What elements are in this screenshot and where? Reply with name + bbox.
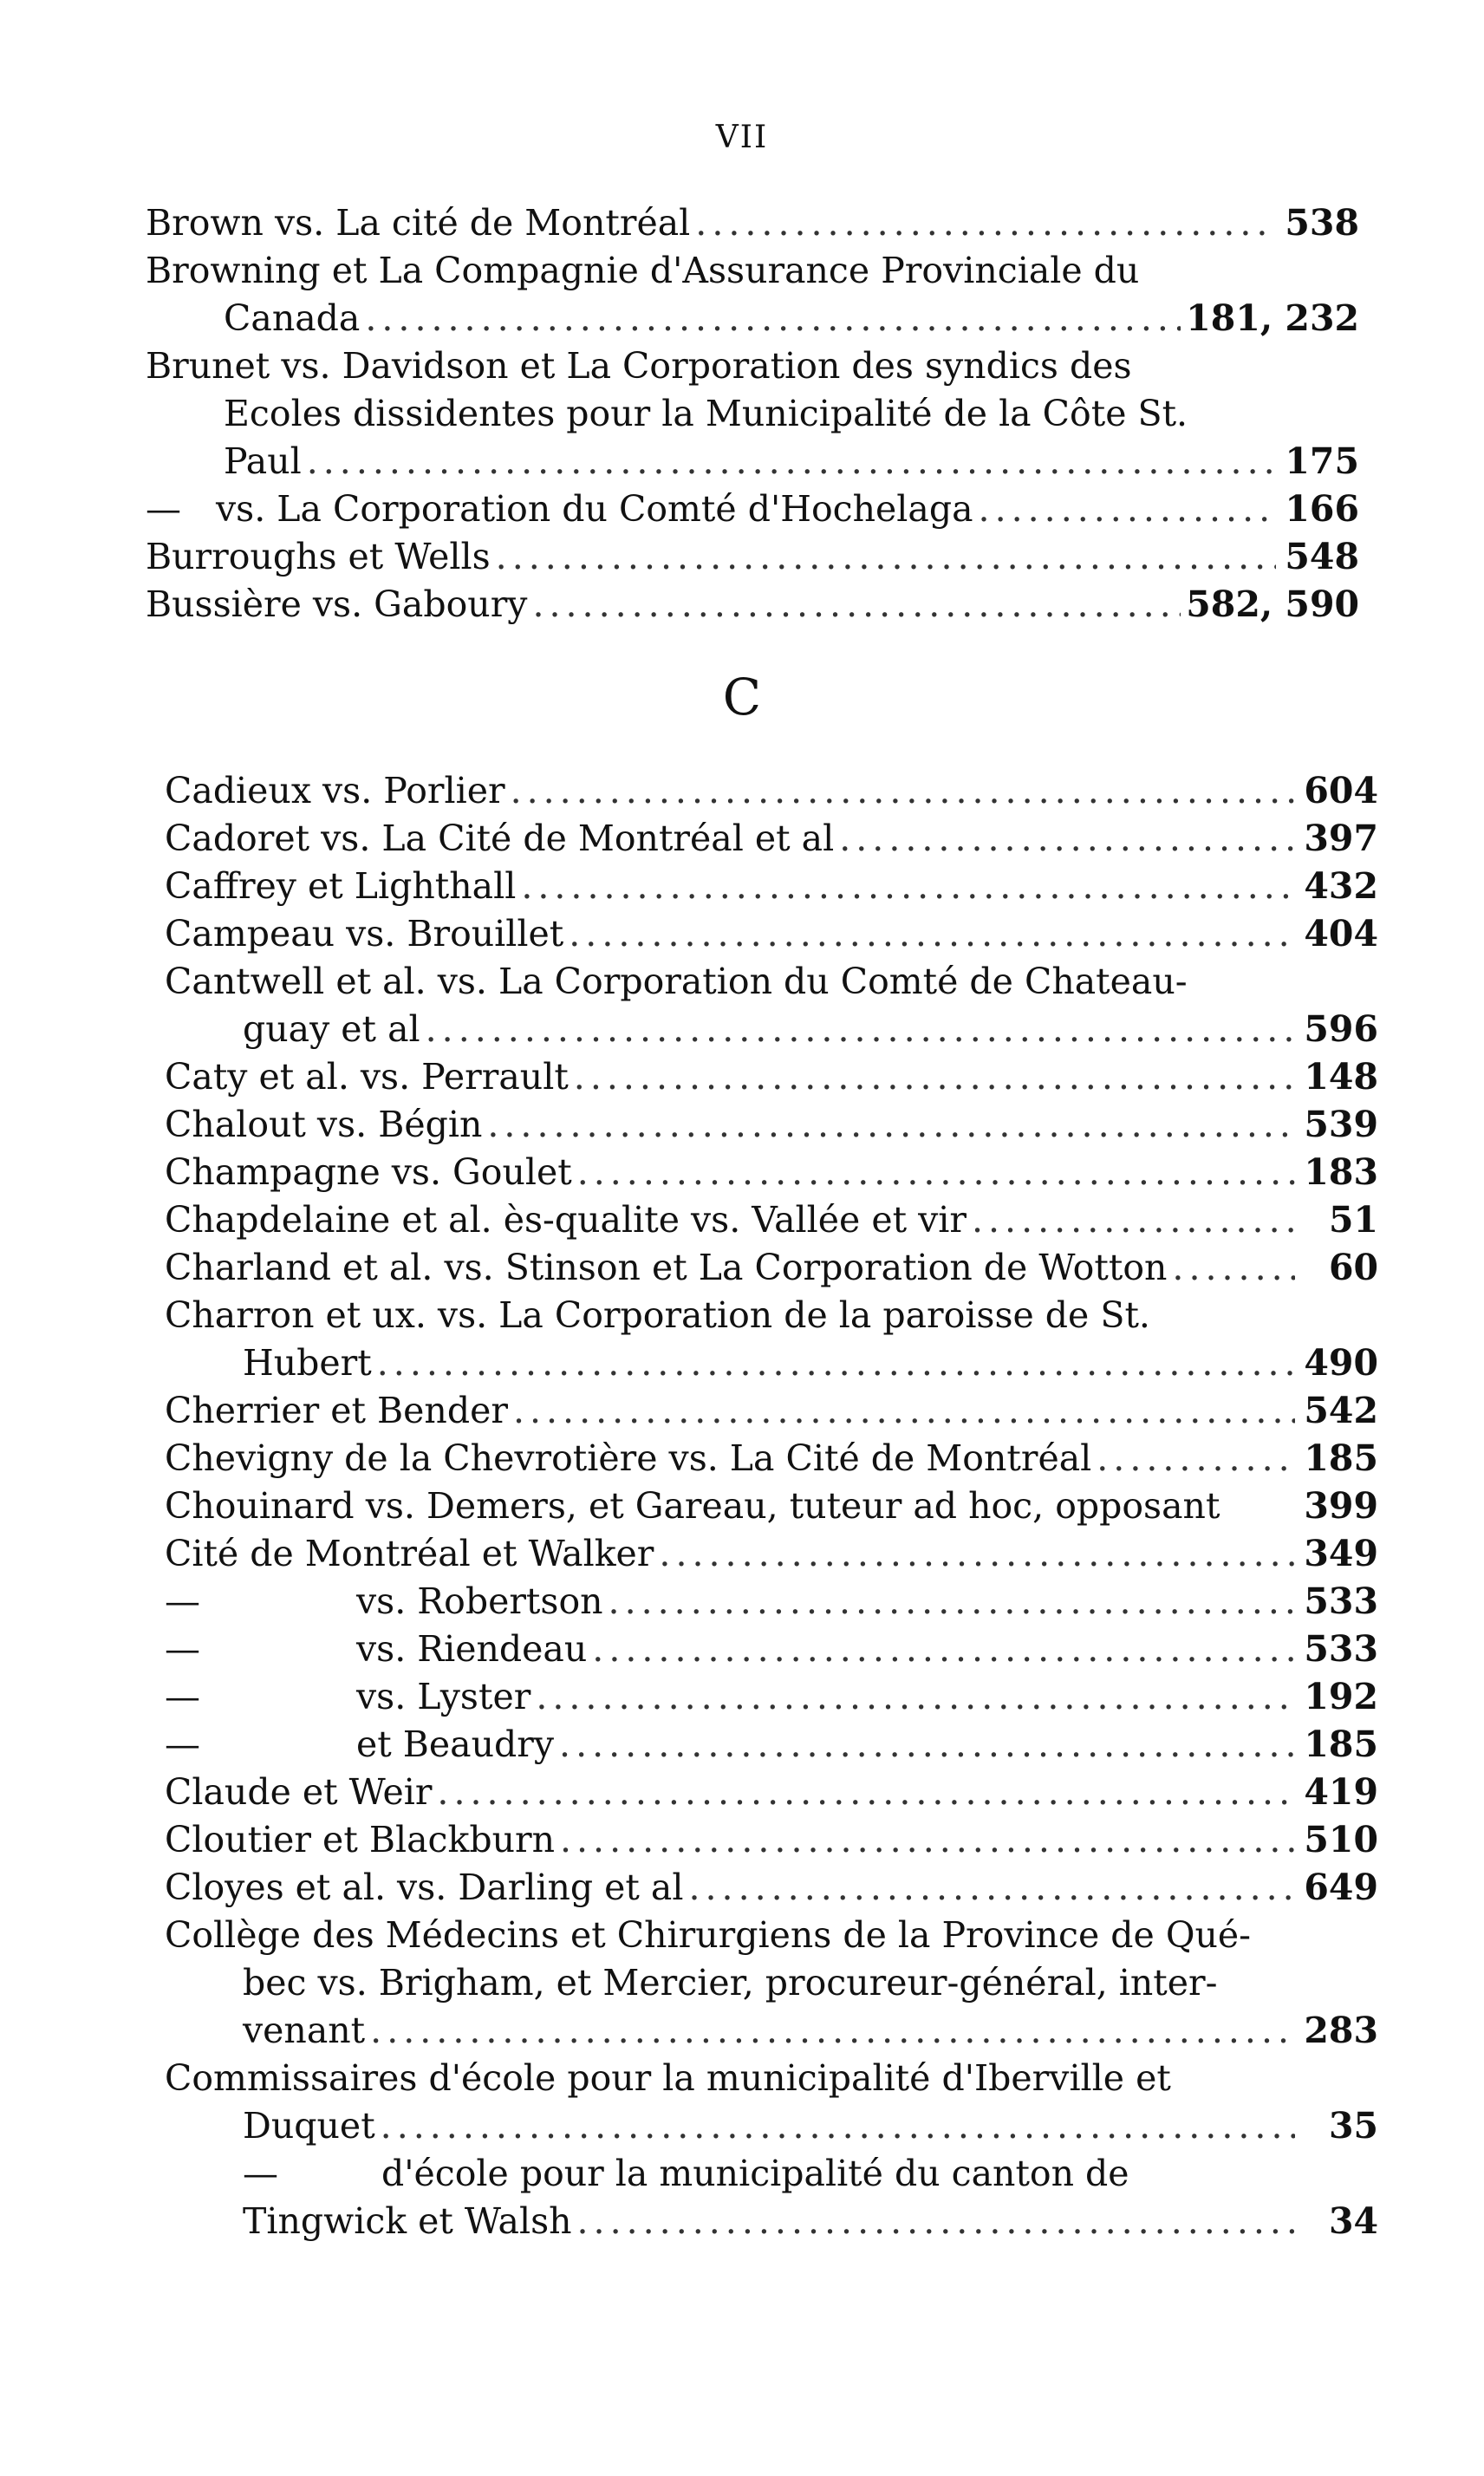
index-entry — [165, 815, 1378, 863]
index-entry — [165, 1578, 1378, 1626]
dot-leader — [609, 1578, 1295, 1626]
index-entry — [165, 1864, 1378, 1912]
entry-text: Cherrier et Bender — [165, 1390, 508, 1431]
entry-text: vs. Robertson — [356, 1580, 603, 1622]
dot-leader — [577, 2198, 1295, 2245]
index-entry — [165, 2150, 1378, 2198]
index-entry — [146, 390, 1359, 438]
entry-page: 533 — [1304, 1628, 1378, 1670]
index-entry — [165, 2007, 1378, 2055]
entry-text: vs. La Corporation du Comté d'Hochelaga — [216, 488, 973, 530]
section-letter: C — [722, 668, 762, 727]
ditto-dash: — — [165, 1723, 200, 1765]
entry-text: Chevigny de la Chevrotière vs. La Cité de Montréal — [165, 1437, 1092, 1479]
ditto-dash: — — [165, 1580, 200, 1622]
entry-text: Brown vs. La cité de Montréal — [146, 202, 691, 244]
index-entry — [165, 1053, 1378, 1101]
index-entry — [146, 438, 1359, 485]
entry-page: 34 — [1328, 2200, 1378, 2242]
index-entry — [146, 533, 1359, 581]
entry-page: 490 — [1304, 1342, 1378, 1384]
index-entry — [165, 1959, 1378, 2007]
index-entry — [165, 1816, 1378, 1864]
dot-leader — [377, 1339, 1295, 1387]
dot-leader — [381, 2102, 1295, 2150]
entry-text: Claude et Weir — [165, 1771, 433, 1813]
entry-text: Cadoret vs. La Cité de Montréal et al — [165, 818, 835, 859]
index-entry — [146, 342, 1359, 390]
entry-text: Chalout vs. Bégin — [165, 1104, 483, 1145]
dot-leader — [574, 1053, 1295, 1101]
entry-text: Champagne vs. Goulet — [165, 1151, 572, 1193]
index-entry — [165, 863, 1378, 910]
entry-text: Brunet vs. Davidson et La Corporation des syndics des — [146, 345, 1132, 387]
ditto-dash: — — [243, 2153, 278, 2194]
index-entry — [165, 1769, 1378, 1816]
index-entry — [146, 199, 1359, 247]
entry-text: guay et al — [243, 1008, 420, 1050]
index-entry — [165, 1244, 1378, 1292]
entry-text: Charland et al. vs. Stinson et La Corporation de Wotton — [165, 1247, 1168, 1288]
index-entry — [165, 1339, 1378, 1387]
dot-leader — [437, 1769, 1295, 1816]
entry-page: 148 — [1304, 1056, 1378, 1098]
ditto-dash: — — [165, 1676, 200, 1717]
index-entry — [165, 1530, 1378, 1578]
entry-text: Charron et ux. vs. La Corporation de la paroisse de St. — [165, 1294, 1150, 1336]
index-entry — [165, 910, 1378, 958]
entry-page: 166 — [1285, 488, 1359, 530]
entry-text: bec vs. Brigham, et Mercier, procureur-général, inter- — [243, 1962, 1218, 2004]
index-entry — [165, 1387, 1378, 1435]
entry-page: 404 — [1304, 913, 1378, 955]
dot-leader — [426, 1006, 1295, 1053]
entry-page: 649 — [1304, 1867, 1378, 1908]
entry-page: 349 — [1304, 1533, 1378, 1574]
entry-page: 582, 590 — [1186, 583, 1359, 625]
entry-page: 185 — [1304, 1437, 1378, 1479]
dot-leader — [569, 910, 1295, 958]
entry-text: Cloyes et al. vs. Darling et al — [165, 1867, 684, 1908]
entry-text: et Beaudry — [356, 1723, 555, 1765]
index-entry — [165, 767, 1378, 815]
entry-text: Canada — [224, 297, 361, 339]
index-entry — [165, 1626, 1378, 1673]
entry-text: d'école pour la municipalité du canton de — [381, 2153, 1129, 2194]
dot-leader — [972, 1196, 1295, 1244]
entry-text: Campeau vs. Brouillet — [165, 913, 564, 955]
entry-text: Duquet — [243, 2105, 375, 2147]
dot-leader — [365, 295, 1181, 342]
index-entry — [165, 958, 1378, 1006]
index-entry — [165, 1912, 1378, 1959]
index-entry — [165, 1673, 1378, 1721]
dot-leader — [496, 533, 1276, 581]
index-entry — [165, 1006, 1378, 1053]
index-entry — [165, 1196, 1378, 1244]
entry-text: vs. Lyster — [356, 1676, 531, 1717]
entry-text: Hubert — [243, 1342, 372, 1384]
entry-page: 510 — [1304, 1819, 1378, 1860]
dot-leader — [695, 199, 1276, 247]
index-entry — [165, 1149, 1378, 1196]
entry-text: venant — [243, 2010, 366, 2051]
dot-leader — [1172, 1244, 1295, 1292]
dot-leader — [487, 1101, 1295, 1149]
entry-text: Burroughs et Wells — [146, 536, 491, 577]
dot-leader — [370, 2007, 1295, 2055]
entry-text: Commissaires d'école pour la municipalité d'Iberville et — [165, 2057, 1171, 2099]
entry-page: 533 — [1304, 1580, 1378, 1622]
entry-page: 432 — [1304, 865, 1378, 907]
entry-text: Chapdelaine et al. ès-qualite vs. Vallée et vir — [165, 1199, 967, 1241]
entry-page: 604 — [1304, 770, 1378, 811]
index-entry — [146, 485, 1359, 533]
entry-text: Cité de Montréal et Walker — [165, 1533, 654, 1574]
entry-page: 538 — [1285, 202, 1359, 244]
ditto-dash: — — [165, 1628, 200, 1670]
dot-leader — [521, 863, 1295, 910]
dot-leader — [659, 1530, 1295, 1578]
index-block-b — [146, 199, 1359, 629]
entry-page: 399 — [1304, 1485, 1378, 1527]
entry-text: Bussière vs. Gaboury — [146, 583, 528, 625]
entry-page: 539 — [1304, 1104, 1378, 1145]
index-entry — [165, 1482, 1378, 1530]
index-entry — [165, 2102, 1378, 2150]
ditto-dash: — — [146, 488, 181, 530]
entry-text: Ecoles dissidentes pour la Municipalité de la Côte St. — [224, 393, 1188, 434]
entry-text: vs. Riendeau — [356, 1628, 588, 1670]
entry-text: Browning et La Compagnie d'Assurance Provinciale du — [146, 250, 1140, 291]
index-entry — [146, 247, 1359, 295]
entry-text: Cantwell et al. vs. La Corporation du Comté de Chateau- — [165, 961, 1188, 1002]
entry-page: 175 — [1285, 440, 1359, 482]
entry-text: Chouinard vs. Demers, et Gareau, tuteur ad hoc, opposant — [165, 1485, 1220, 1527]
entry-page: 192 — [1304, 1676, 1378, 1717]
index-entry — [165, 2055, 1378, 2102]
entry-page: 183 — [1304, 1151, 1378, 1193]
dot-leader — [592, 1626, 1295, 1673]
entry-page: 596 — [1304, 1008, 1378, 1050]
entry-page: 51 — [1328, 1199, 1378, 1241]
entry-page: 542 — [1304, 1390, 1378, 1431]
entry-page: 60 — [1328, 1247, 1378, 1288]
dot-leader — [560, 1816, 1295, 1864]
entry-text: Paul — [224, 440, 302, 482]
dot-leader — [307, 438, 1276, 485]
entry-text: Collège des Médecins et Chirurgiens de la Province de Qué- — [165, 1914, 1251, 1956]
entry-page: 419 — [1304, 1771, 1378, 1813]
dot-leader — [979, 485, 1276, 533]
dot-leader — [559, 1721, 1295, 1769]
entry-page: 185 — [1304, 1723, 1378, 1765]
entry-page: 548 — [1285, 536, 1359, 577]
index-entry — [146, 581, 1359, 629]
entry-text: Tingwick et Walsh — [243, 2200, 572, 2242]
index-entry — [165, 1292, 1378, 1339]
entry-page: 283 — [1304, 2010, 1378, 2051]
dot-leader — [577, 1149, 1295, 1196]
index-entry — [146, 295, 1359, 342]
dot-leader — [513, 1387, 1295, 1435]
entry-text: Caffrey et Lighthall — [165, 865, 517, 907]
index-entry — [165, 2198, 1378, 2245]
entry-page: 397 — [1304, 818, 1378, 859]
index-block-c — [165, 767, 1378, 2245]
dot-leader — [1097, 1435, 1295, 1482]
dot-leader — [511, 767, 1295, 815]
dot-leader — [532, 581, 1181, 629]
index-entry — [165, 1721, 1378, 1769]
entry-page: 35 — [1328, 2105, 1378, 2147]
dot-leader — [688, 1864, 1295, 1912]
dot-leader — [536, 1673, 1295, 1721]
page-number: VII — [715, 120, 769, 155]
entry-text: Cadieux vs. Porlier — [165, 770, 505, 811]
entry-page: 181, 232 — [1186, 297, 1359, 339]
dot-leader — [839, 815, 1295, 863]
entry-text: Caty et al. vs. Perrault — [165, 1056, 569, 1098]
index-entry — [165, 1435, 1378, 1482]
index-entry — [165, 1101, 1378, 1149]
entry-text: Cloutier et Blackburn — [165, 1819, 555, 1860]
